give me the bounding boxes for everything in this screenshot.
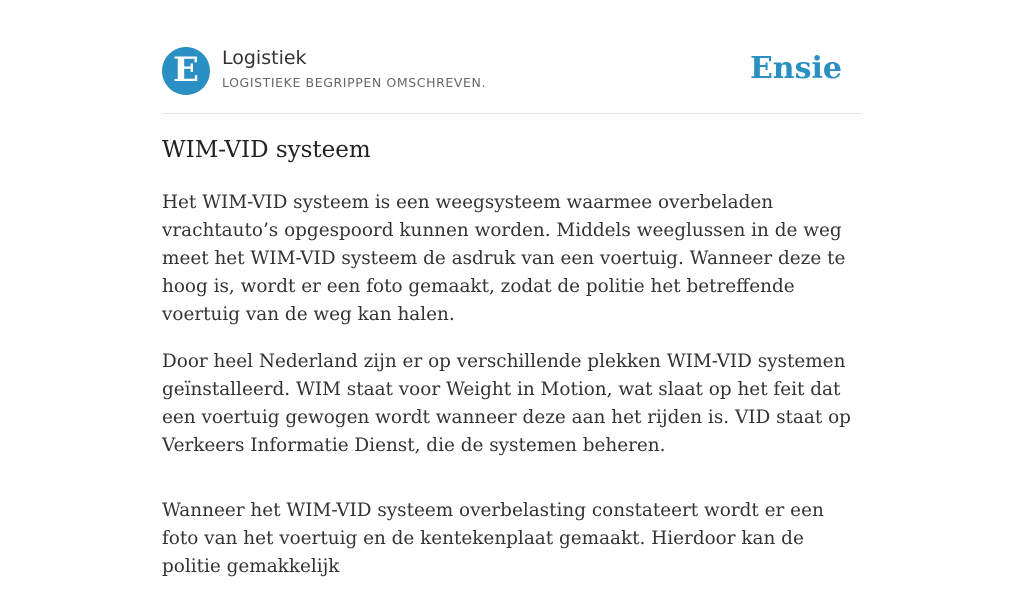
site-subtitle: LOGISTIEKE BEGRIPPEN OMSCHREVEN. <box>222 75 487 90</box>
article-paragraph-2: Door heel Nederland zijn er op verschillende plekken WIM-VID systemen geïnstalleerd. WIM staat voor Weight in Motion, wat slaat op het feit dat een voertuig gewogen wordt wanneer deze aan het rijden is. VID staat op Verkeers Informatie Dienst, die de systemen beheren. <box>162 351 851 456</box>
site-header <box>162 44 862 100</box>
brand-logo[interactable]: Ensie <box>749 51 842 86</box>
site-logo[interactable] <box>162 47 210 95</box>
article-title: WIM-VID systeem <box>162 137 371 163</box>
logo-letter: E <box>173 50 199 90</box>
article-paragraph-1: Het WIM-VID systeem is een weegsysteem waarmee overbeladen vrachtauto’s opgespoord kunnen worden. Middels weeglussen in de weg meet het WIM-VID systeem de asdruk van een voertuig. Wanneer deze te hoog is, wordt er een foto gemaakt, zodat de politie het betreffende voertuig van de weg kan halen. <box>162 192 846 325</box>
site-title[interactable]: Logistiek <box>222 47 307 69</box>
header-divider <box>162 113 862 114</box>
article-paragraph-3: Wanneer het WIM-VID systeem overbelasting constateert wordt er een foto van het voertuig en de kentekenplaat gemaakt. Hierdoor kan de politie gemakkelijk <box>162 500 824 577</box>
article-body <box>162 189 862 600</box>
